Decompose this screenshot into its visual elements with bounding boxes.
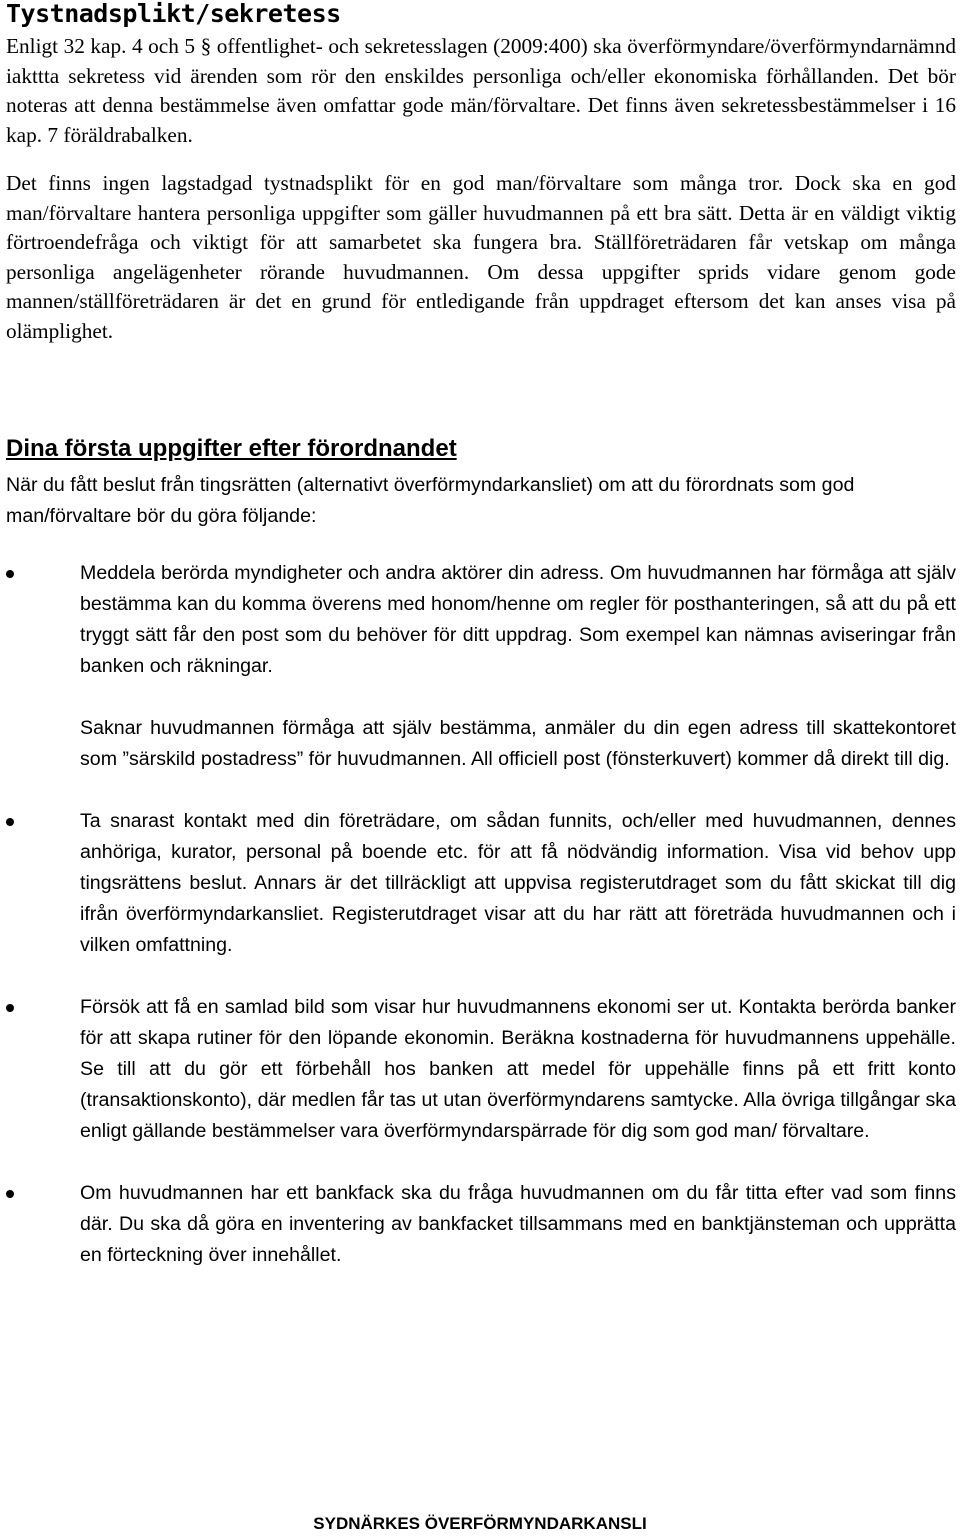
bullet-icon — [6, 818, 14, 826]
list-item-text: Försök att få en samlad bild som visar hur huvudmannens ekonomi ser ut. Kontakta berörda banker för att skapa rutiner för den löpande ekonomin. Beräkna kostnaderna för huvudmannens uppehälle. Se till att du gör ett förbehåll hos banken att medel för uppehälle finns på ett fritt konto (transaktionskonto), där medlen får tas ut utan överförmyndarens samtycke. Alla övriga tillgångar ska enligt gällande bestämmelser vara överförmyndarspärrade för dig som god man/ förvaltare. — [80, 996, 956, 1142]
list-item — [6, 1178, 956, 1271]
page-footer: SYDNÄRKES ÖVERFÖRMYNDARKANSLI — [313, 1514, 647, 1533]
list-item-text: Om huvudmannen har ett bankfack ska du fråga huvudmannen om du får titta efter vad som finns där. Du ska då göra en inventering av bankfacket tillsammans med en banktjänsteman och upprätta en förteckning över innehållet. — [80, 1182, 956, 1266]
paragraph-confidentiality-law: Enligt 32 kap. 4 och 5 § offentlighet- och sekretesslagen (2009:400) ska överförmyndare/överförmyndarnämnd iakttta sekretess vid ärenden som rör den enskildes personliga och/eller ekonomiska förhållanden. Det bör noteras att denna bestämmelse även omfattar gode män/förvaltare. Det finns även sekretessbestämmelser i 16 kap. 7 föräldrabalken. — [6, 34, 956, 147]
bullet-icon — [6, 570, 14, 578]
list-item — [6, 558, 956, 775]
list-item-text: Saknar huvudmannen förmåga att själv bestämma, anmäler du din egen adress till skattekontoret som ”särskild postadress” för huvudmannen. All officiell post (fönsterkuvert) kommer då direkt till dig. — [80, 717, 956, 770]
first-tasks-intro: När du fått beslut från tingsrätten (alternativt överförmyndarkansliet) om att du förordnats som god man/förvaltare bör du göra följande: — [6, 474, 855, 527]
list-item — [6, 992, 956, 1147]
first-tasks-list — [6, 558, 956, 1271]
list-item — [6, 806, 956, 961]
list-item-text: Ta snarast kontakt med din företrädare, om sådan funnits, och/eller med huvudmannen, dennes anhöriga, kurator, personal på boende etc. för att få nödvändig information. Visa vid behov upp tingsrättens beslut. Annars är det tillräckligt att uppvisa registerutdraget som du fått skickat till dig ifrån överförmyndarkansliet. Registerutdraget visar att du har rätt att företräda huvudmannen och i vilken omfattning. — [80, 810, 956, 956]
list-item-text: Meddela berörda myndigheter och andra aktörer din adress. Om huvudmannen har förmåga att själv bestämma kan du komma överens med honom/henne om regler för posthanteringen, så att du på ett tryggt sätt får den post som du behöver för ditt uppdrag. Som exempel kan nämnas aviseringar från banken och räkningar. — [80, 562, 956, 677]
bullet-icon — [6, 1004, 14, 1012]
section-title-confidentiality: Tystnadsplikt/sekretess — [6, 0, 341, 28]
bullet-icon — [6, 1190, 14, 1198]
paragraph-confidentiality-practice: Det finns ingen lagstadgad tystnadsplikt för en god man/förvaltare som många tror. Dock ska en god man/förvaltare hantera personliga uppgifter som gäller huvudmannen på ett bra sätt. Detta är en väldigt viktig förtroendefråga och viktigt för att samarbetet ska fungera bra. Ställföreträdaren får vetskap om många personliga angelägenheter rörande huvudmannen. Om dessa uppgifter sprids vidare genom gode mannen/ställföreträdaren är det en grund för entledigande från uppdraget eftersom det kan anses visa på olämplighet. — [6, 171, 956, 343]
section-title-first-tasks: Dina första uppgifter efter förordnandet — [6, 435, 457, 462]
document-page — [6, 0, 956, 1302]
